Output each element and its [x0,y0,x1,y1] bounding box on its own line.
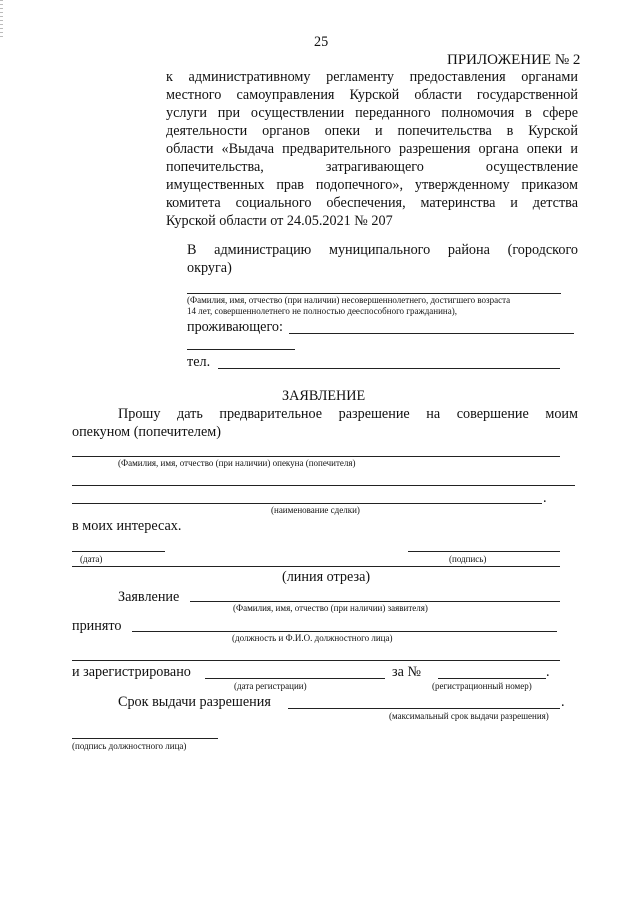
residing-blank-line[interactable] [289,333,574,334]
number-label: за № [392,664,421,680]
term-hint: (максимальный срок выдачи разрешения) [389,711,549,721]
statement-line: опекуном (попечителем) [72,424,221,440]
appendix-line: комитета социального обеспечения, материнства и детства [166,195,578,211]
fullname-hint: (Фамилия, имя, отчество (при наличии) несовершеннолетнего, достигшего возраста [187,295,511,305]
statement-line: Прошу дать предварительное разрешение на совершение моим [118,406,578,422]
appendix-line: Курской области от 24.05.2021 № 207 [166,213,393,229]
official-blank-line-2[interactable] [72,660,560,661]
official-hint: (должность и Ф.И.О. должностного лица) [232,633,393,643]
reg-number-blank-line[interactable] [438,678,546,679]
scan-edge-marks [0,0,3,40]
appendix-title: ПРИЛОЖЕНИЕ № 2 [447,52,581,68]
phone-blank-line[interactable] [218,368,560,369]
official-signature-blank-line[interactable] [72,738,218,739]
appendix-line: местного самоуправления Курской области государственной [166,87,578,103]
term-blank-line[interactable] [288,708,560,709]
appendix-line: услуги при осуществлении переданного полномочия в сфере [166,105,578,121]
deal-blank-line-2[interactable] [72,503,542,504]
appendix-line: деятельности органов опеки и попечительства в Курской [166,123,578,139]
receipt-statement-label: Заявление [118,589,180,605]
deal-end-dot: . [543,490,547,506]
registered-label: и зарегистрировано [72,664,191,680]
residing-blank-line-2[interactable] [187,349,295,350]
statement-title: ЗАЯВЛЕНИЕ [282,388,366,404]
deal-hint: (наименование сделки) [271,505,360,515]
guardian-blank-line[interactable] [72,456,560,457]
official-signature-hint: (подпись должностного лица) [72,741,187,751]
guardian-hint: (Фамилия, имя, отчество (при наличии) опекуна (попечителя) [118,458,356,468]
accepted-label: принято [72,618,122,634]
phone-label: тел. [187,354,211,370]
reg-number-hint: (регистрационный номер) [432,681,532,691]
signature-blank-line[interactable] [408,551,560,552]
separator-line [72,566,560,567]
term-label: Срок выдачи разрешения [118,694,271,710]
appendix-line: к административному регламенту предоставления органами [166,69,578,85]
date-hint: (дата) [80,554,103,564]
addressee-line: округа) [187,260,232,276]
cut-line-label: (линия отреза) [282,569,371,585]
official-blank-line[interactable] [132,631,557,632]
reg-date-hint: (дата регистрации) [234,681,307,691]
reg-date-blank-line[interactable] [205,678,385,679]
interests-text: в моих интересах. [72,518,182,534]
fullname-blank-line[interactable] [187,293,561,294]
number-end-dot: . [546,664,550,680]
deal-blank-line[interactable] [72,485,575,486]
appendix-line: попечительства, затрагивающего осуществление [166,159,578,175]
fullname-hint: 14 лет, совершеннолетнего не полностью дееспособного гражданина), [187,306,457,316]
appendix-line: области «Выдача предварительного разрешения органа опеки и [166,141,578,157]
applicant-blank-line[interactable] [190,601,560,602]
page-number: 25 [314,34,329,50]
appendix-line: имущественных прав подопечного», утвержденному приказом [166,177,578,193]
signature-hint: (подпись) [449,554,487,564]
residing-label: проживающего: [187,319,283,335]
date-blank-line[interactable] [72,551,165,552]
applicant-hint: (Фамилия, имя, отчество (при наличии) заявителя) [233,603,428,613]
addressee-line: В администрацию муниципального района (городского [187,242,578,258]
term-end-dot: . [561,694,565,710]
